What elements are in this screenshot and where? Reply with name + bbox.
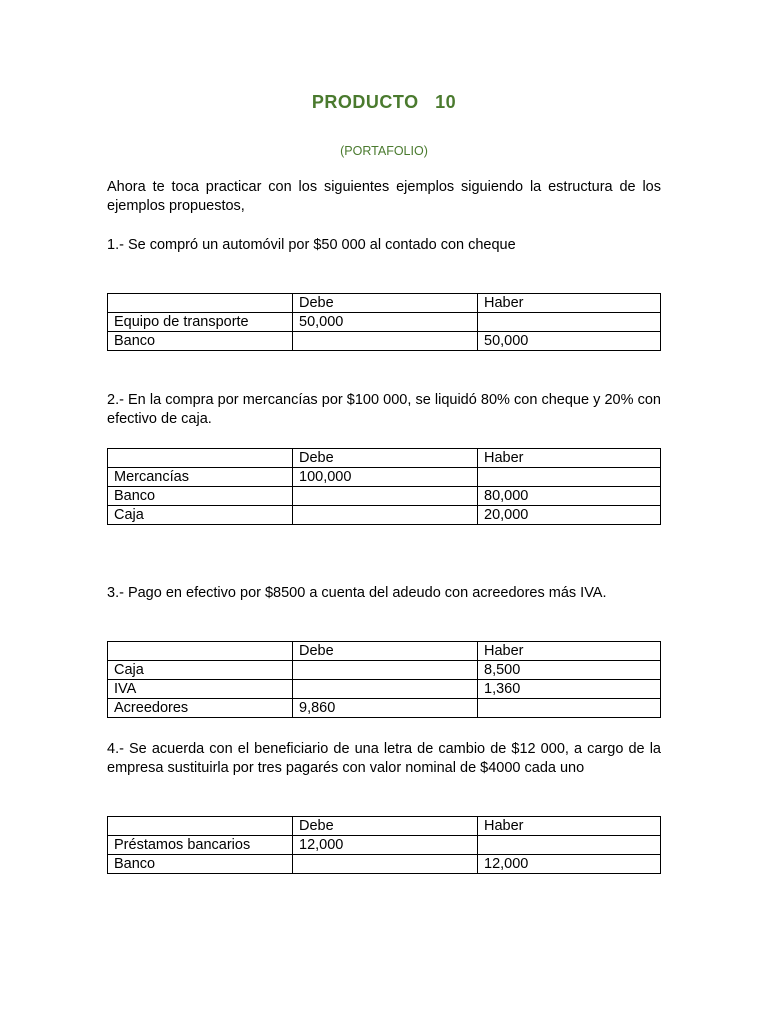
page-subtitle: (PORTAFOLIO) — [340, 144, 428, 158]
header-haber-cell: Haber — [478, 449, 661, 468]
table-row — [108, 855, 661, 874]
exercise-2-statement: 2.- En la compra por mercancías por $100 000, se liquidó 80% con cheque y 20% con efectivo de caja. — [107, 392, 661, 427]
account-cell: Acreedores — [108, 699, 293, 718]
exercise-3-table — [107, 641, 661, 718]
haber-cell: 20,000 — [478, 506, 661, 525]
debe-cell — [293, 332, 478, 351]
table-row — [108, 680, 661, 699]
header-debe-cell: Debe — [293, 449, 478, 468]
debe-cell: 100,000 — [293, 468, 478, 487]
haber-cell: 12,000 — [478, 855, 661, 874]
header-account-cell — [108, 449, 293, 468]
debe-cell — [293, 661, 478, 680]
header-account-cell — [108, 817, 293, 836]
account-cell: Caja — [108, 506, 293, 525]
debe-cell — [293, 487, 478, 506]
exercise-2-table — [107, 448, 661, 525]
header-haber-cell: Haber — [478, 817, 661, 836]
header-account-cell — [108, 294, 293, 313]
account-cell: Equipo de transporte — [108, 313, 293, 332]
table-header-row — [108, 294, 661, 313]
exercise-1-table — [107, 293, 661, 351]
header-account-cell — [108, 642, 293, 661]
exercise-4-statement: 4.- Se acuerda con el beneficiario de una letra de cambio de $12 000, a cargo de la empresa sustituirla por tres pagarés con valor nominal de $4000 cada uno — [107, 741, 661, 776]
account-cell: Banco — [108, 332, 293, 351]
table-header-row — [108, 642, 661, 661]
table-header-row — [108, 817, 661, 836]
haber-cell — [478, 699, 661, 718]
table-row — [108, 661, 661, 680]
table-header-row — [108, 449, 661, 468]
haber-cell — [478, 836, 661, 855]
haber-cell: 1,360 — [478, 680, 661, 699]
haber-cell: 50,000 — [478, 332, 661, 351]
intro-paragraph: Ahora te toca practicar con los siguientes ejemplos siguiendo la estructura de los ejemplos propuestos, — [107, 179, 661, 214]
table-row — [108, 487, 661, 506]
table-row — [108, 313, 661, 332]
account-cell: Banco — [108, 855, 293, 874]
debe-cell: 9,860 — [293, 699, 478, 718]
header-debe-cell: Debe — [293, 642, 478, 661]
haber-cell: 8,500 — [478, 661, 661, 680]
header-debe-cell: Debe — [293, 817, 478, 836]
haber-cell: 80,000 — [478, 487, 661, 506]
table-row — [108, 332, 661, 351]
table-row — [108, 468, 661, 487]
account-cell: Banco — [108, 487, 293, 506]
account-cell: Caja — [108, 661, 293, 680]
debe-cell: 50,000 — [293, 313, 478, 332]
debe-cell — [293, 855, 478, 874]
header-haber-cell: Haber — [478, 642, 661, 661]
haber-cell — [478, 468, 661, 487]
exercise-4-table — [107, 816, 661, 874]
haber-cell — [478, 313, 661, 332]
page-title: PRODUCTO 10 — [311, 92, 457, 112]
header-haber-cell: Haber — [478, 294, 661, 313]
table-row — [108, 836, 661, 855]
account-cell: Préstamos bancarios — [108, 836, 293, 855]
debe-cell: 12,000 — [293, 836, 478, 855]
table-row — [108, 699, 661, 718]
exercise-1-statement: 1.- Se compró un automóvil por $50 000 al contado con cheque — [107, 237, 516, 253]
account-cell: IVA — [108, 680, 293, 699]
debe-cell — [293, 680, 478, 699]
table-row — [108, 506, 661, 525]
account-cell: Mercancías — [108, 468, 293, 487]
exercise-3-statement: 3.- Pago en efectivo por $8500 a cuenta del adeudo con acreedores más IVA. — [107, 585, 607, 601]
header-debe-cell: Debe — [293, 294, 478, 313]
debe-cell — [293, 506, 478, 525]
